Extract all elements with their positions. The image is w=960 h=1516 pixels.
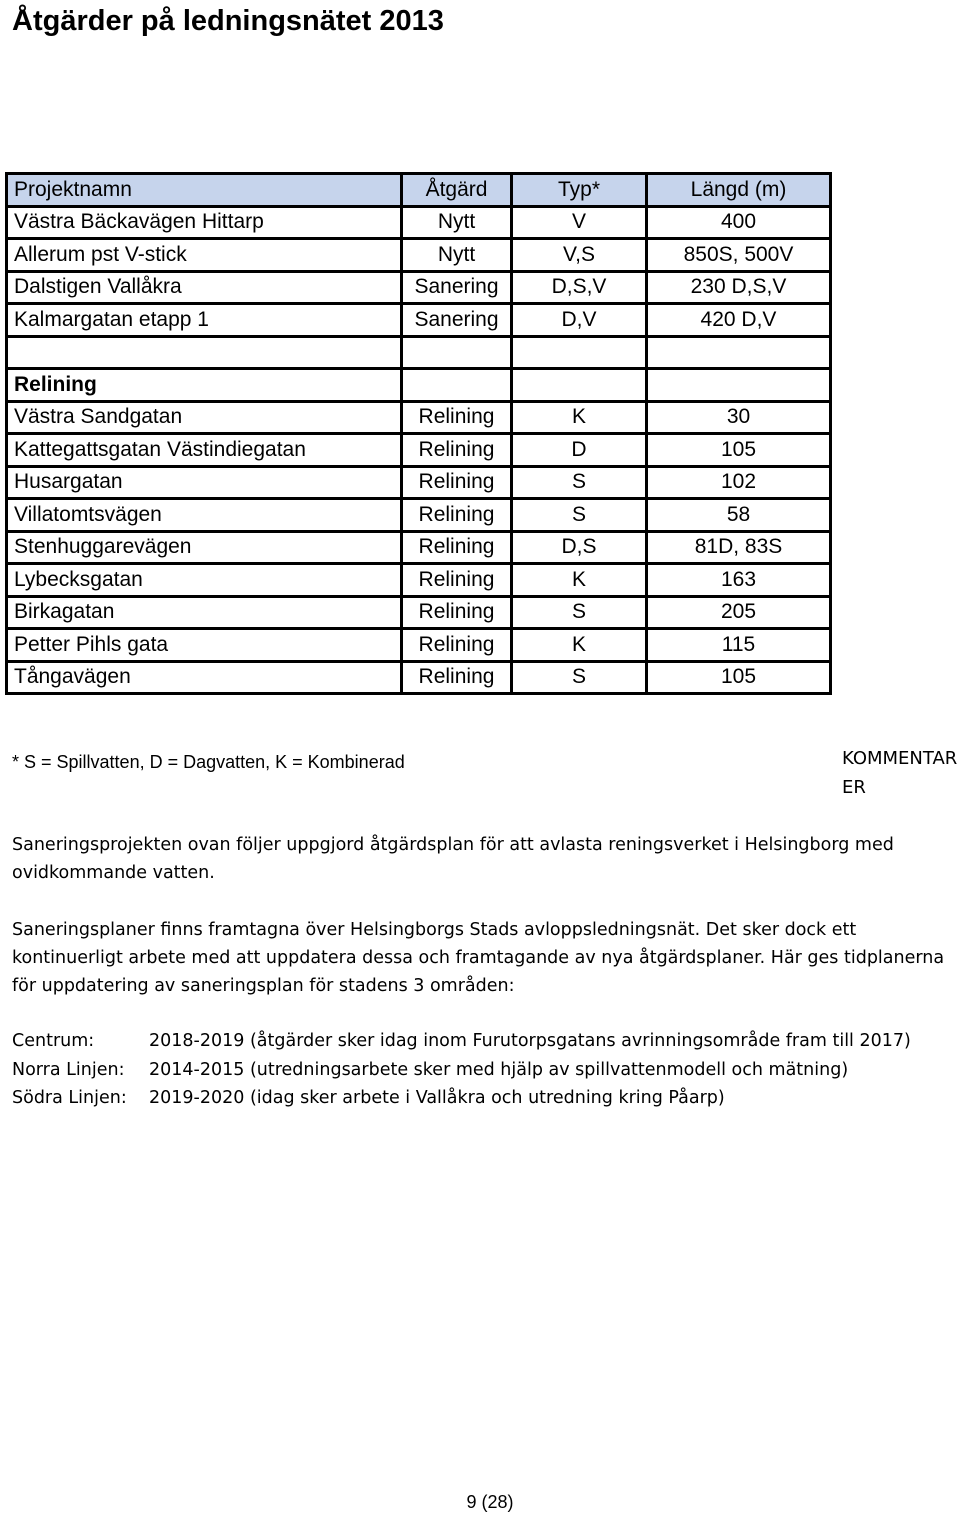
action-cell: Nytt [402,239,512,272]
schedule-row-centrum [12,1027,911,1056]
action-cell: Relining [402,564,512,597]
schedule-row-norra [12,1056,911,1085]
type-cell: D,S [512,531,647,564]
project-name-cell: Allerum pst V-stick [7,239,402,272]
header-action: Åtgärd [402,174,512,207]
action-cell: Relining [402,596,512,629]
table-row [7,661,831,694]
action-cell: Relining [402,466,512,499]
table-row [7,401,831,434]
schedule-area: Centrum: [12,1031,95,1051]
paragraph-renovation-projects: Saneringsprojekten ovan följer uppgjord åtgärdsplan för att avlasta reningsverket i Helsingborg med ovidkommande vatten. [12,835,894,883]
table-row [7,206,831,239]
table-header-row [7,174,831,207]
length-cell: 105 [647,661,831,694]
length-cell: 850S, 500V [647,239,831,272]
comments-heading: KOMMENTARER [842,748,958,798]
project-name-cell: Husargatan [7,466,402,499]
project-name-cell: Kattegattsgatan Västindiegatan [7,434,402,467]
table-row [7,564,831,597]
blank-cell [402,336,512,369]
action-cell: Relining [402,661,512,694]
table-row [7,629,831,662]
table-row [7,271,831,304]
type-footnote: * S = Spillvatten, D = Dagvatten, K = Kombinerad [12,752,405,772]
action-cell: Relining [402,499,512,532]
action-cell: Sanering [402,304,512,337]
length-cell: 115 [647,629,831,662]
length-cell: 230 D,S,V [647,271,831,304]
length-cell: 400 [647,206,831,239]
length-cell: 81D, 83S [647,531,831,564]
type-cell: S [512,596,647,629]
blank-cell [512,369,647,402]
project-name-cell: Dalstigen Vallåkra [7,271,402,304]
blank-cell [7,336,402,369]
length-cell: 30 [647,401,831,434]
action-cell: Nytt [402,206,512,239]
type-cell: S [512,499,647,532]
type-cell: D,S,V [512,271,647,304]
section-row [7,369,831,402]
project-name-cell: Birkagatan [7,596,402,629]
blank-cell [512,336,647,369]
project-name-cell: Kalmargatan etapp 1 [7,304,402,337]
header-length: Längd (m) [647,174,831,207]
type-cell: V [512,206,647,239]
project-name-cell: Västra Sandgatan [7,401,402,434]
table-row [7,596,831,629]
area-schedule [12,1027,911,1113]
type-cell: S [512,661,647,694]
type-cell: K [512,629,647,662]
blank-row [7,336,831,369]
type-cell: D,V [512,304,647,337]
table-row [7,499,831,532]
project-name-cell: Villatomtsvägen [7,499,402,532]
page-title: Åtgärder på ledningsnätet 2013 [12,5,444,37]
length-cell: 420 D,V [647,304,831,337]
type-cell: V,S [512,239,647,272]
header-project-name: Projektnamn [7,174,402,207]
project-name-cell: Stenhuggarevägen [7,531,402,564]
length-cell: 58 [647,499,831,532]
length-cell: 163 [647,564,831,597]
action-cell: Relining [402,434,512,467]
action-cell: Relining [402,531,512,564]
blank-cell [647,369,831,402]
schedule-area: Södra Linjen: [12,1088,127,1108]
measures-table [5,172,832,695]
action-cell: Relining [402,629,512,662]
table-row [7,434,831,467]
type-cell: D [512,434,647,467]
project-name-cell: Lybecksgatan [7,564,402,597]
schedule-text: 2019-2020 (idag sker arbete i Vallåkra och utredning kring Påarp) [149,1088,725,1108]
blank-cell [402,369,512,402]
table-row [7,531,831,564]
action-cell: Sanering [402,271,512,304]
schedule-text: 2014-2015 (utredningsarbete sker med hjälp av spillvattenmodell och mätning) [149,1059,849,1080]
project-name-cell: Petter Pihls gata [7,629,402,662]
header-type: Typ* [512,174,647,207]
section-label: Relining [7,369,402,402]
schedule-row-sodra [12,1084,911,1113]
type-cell: K [512,401,647,434]
project-name-cell: Västra Bäckavägen Hittarp [7,206,402,239]
page-number: 9 (28) [466,1492,514,1512]
project-name-cell: Tångavägen [7,661,402,694]
schedule-area: Norra Linjen: [12,1059,125,1080]
type-cell: S [512,466,647,499]
length-cell: 205 [647,596,831,629]
table-row [7,304,831,337]
paragraph-renovation-plans: Saneringsplaner finns framtagna över Helsingborgs Stads avloppsledningsnät. Det sker dock ett kontinuerligt arbete med att uppdatera dessa och framtagande av nya åtgärdsplaner. Här ges tidplanerna för uppdatering av saneringsplan för stadens 3 områden: [12,920,945,996]
action-cell: Relining [402,401,512,434]
length-cell: 105 [647,434,831,467]
length-cell: 102 [647,466,831,499]
schedule-text: 2018-2019 (åtgärder sker idag inom Furutorpsgatans avrinningsområde fram till 2017) [149,1031,911,1051]
blank-cell [647,336,831,369]
type-cell: K [512,564,647,597]
table-row [7,239,831,272]
table-row [7,466,831,499]
